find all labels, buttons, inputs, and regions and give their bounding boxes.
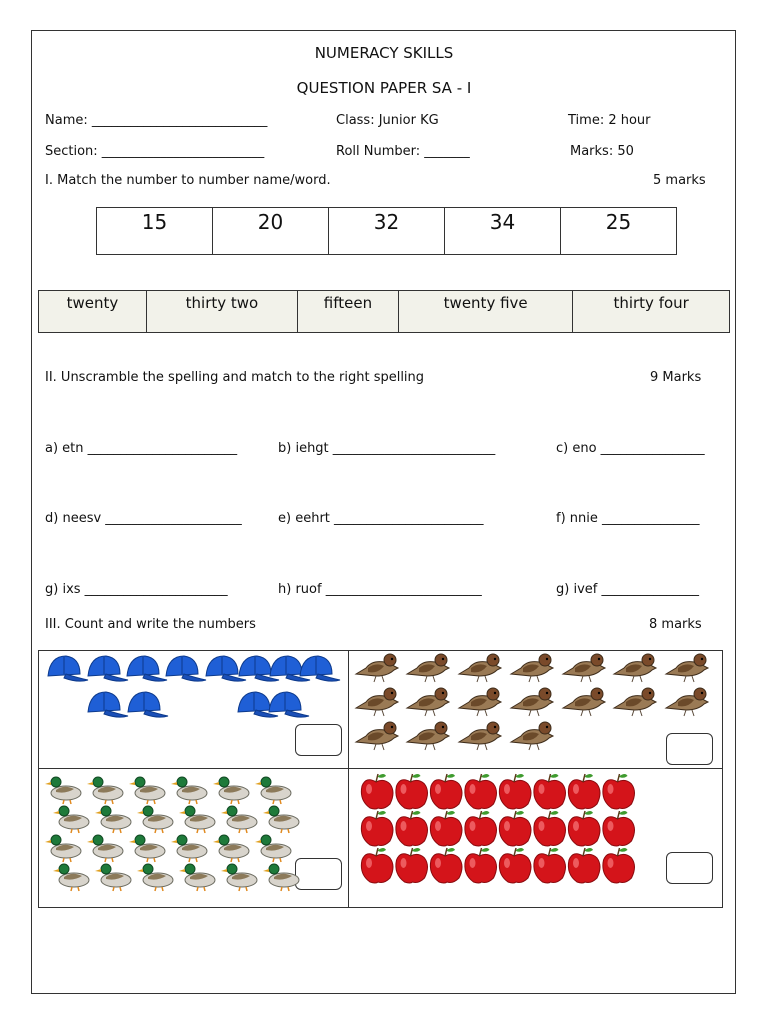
cap-icon <box>300 656 340 681</box>
apple-icon <box>568 811 600 846</box>
apple-icon <box>430 774 462 809</box>
sparrow-icon <box>356 654 398 682</box>
duck-icon <box>137 806 173 833</box>
page-title: NUMERACY SKILLS <box>314 44 454 62</box>
duck-icon <box>53 864 89 891</box>
apple-icon <box>534 811 566 846</box>
unscramble-item: f) nnie _______________ <box>556 511 700 526</box>
duck-icon <box>213 835 249 862</box>
sparrow-icon <box>407 654 449 682</box>
apple-icon <box>603 774 635 809</box>
word-cell: thirty two <box>146 291 297 333</box>
roll-number-field: Roll Number: _______ <box>336 144 470 159</box>
unscramble-item: g) ivef _______________ <box>556 582 699 597</box>
duck-icon <box>129 835 165 862</box>
duck-icon <box>255 777 291 804</box>
sparrow-icon <box>511 654 553 682</box>
apple-icon <box>361 811 393 846</box>
duck-icon <box>137 864 173 891</box>
apple-icon <box>499 774 531 809</box>
duck-icon <box>87 835 123 862</box>
sparrow-icon <box>614 654 656 682</box>
duck-icon <box>255 835 291 862</box>
duck-icon <box>213 777 249 804</box>
q2-marks: 9 Marks <box>650 370 702 385</box>
duck-icon <box>179 806 215 833</box>
cap-icon <box>88 692 128 717</box>
cap-icon <box>88 656 128 681</box>
cap-icon <box>269 692 309 717</box>
unscramble-item: d) neesv _____________________ <box>45 511 242 526</box>
duck-icon <box>179 864 215 891</box>
cap-icon <box>128 692 168 717</box>
q3-marks: 8 marks <box>649 617 702 632</box>
sparrow-icon <box>459 654 501 682</box>
apple-icon <box>361 848 393 883</box>
duck-icon <box>45 777 81 804</box>
duck-icon <box>95 864 131 891</box>
duck-icon <box>221 806 257 833</box>
duck-icon <box>45 835 81 862</box>
sparrow-icon <box>356 722 398 750</box>
duck-icon <box>87 777 123 804</box>
duck-icon <box>221 864 257 891</box>
q2-instruction: II. Unscramble the spelling and match to the right spelling <box>45 370 425 385</box>
sparrow-icon <box>407 722 449 750</box>
apple-icon <box>603 811 635 846</box>
apple-icon <box>465 811 497 846</box>
q1-instruction: I. Match the number to number name/word. <box>45 173 331 188</box>
name-field: Name: ___________________________ <box>45 113 268 128</box>
unscramble-item: g) ixs ______________________ <box>45 582 228 597</box>
sparrow-icon <box>666 654 708 682</box>
apple-icon <box>499 848 531 883</box>
sparrow-icon <box>459 722 501 750</box>
word-cell: twenty <box>39 291 147 333</box>
sparrow-icon <box>666 688 708 716</box>
unscramble-item: e) eehrt _______________________ <box>278 511 484 526</box>
sparrow-icon <box>511 688 553 716</box>
marks-label: Marks: 50 <box>570 144 634 159</box>
duck-icon <box>129 777 165 804</box>
apple-icon <box>396 811 428 846</box>
apple-icon <box>534 774 566 809</box>
page-subtitle: QUESTION PAPER SA - I <box>296 79 472 97</box>
apple-icon <box>396 774 428 809</box>
section-field: Section: _________________________ <box>45 144 265 159</box>
sparrow-icon <box>614 688 656 716</box>
apple-icon <box>465 848 497 883</box>
apple-icon <box>430 811 462 846</box>
duck-icon <box>171 835 207 862</box>
unscramble-item: c) eno ________________ <box>556 441 705 456</box>
cap-icon <box>127 656 167 681</box>
q3-instruction: III. Count and write the numbers <box>45 617 256 632</box>
apple-icon <box>603 848 635 883</box>
word-cell: fifteen <box>297 291 398 333</box>
cap-icon <box>166 656 206 681</box>
sparrow-icon <box>356 688 398 716</box>
sparrow-icon <box>459 688 501 716</box>
apple-icon <box>534 848 566 883</box>
sparrow-icon <box>511 722 553 750</box>
class-label: Class: Junior KG <box>336 113 439 128</box>
duck-icon <box>171 777 207 804</box>
duck-icon <box>263 864 299 891</box>
apple-icon <box>568 774 600 809</box>
sparrow-icon <box>563 654 605 682</box>
apple-icon <box>361 774 393 809</box>
duck-icon <box>95 806 131 833</box>
sparrow-icon <box>407 688 449 716</box>
unscramble-item: b) iehgt _________________________ <box>278 441 496 456</box>
word-cell: thirty four <box>573 291 730 333</box>
q1-marks: 5 marks <box>653 173 706 188</box>
apple-icon <box>568 848 600 883</box>
sparrow-icon <box>563 688 605 716</box>
number-cell: 32 <box>329 208 445 255</box>
number-cell: 20 <box>213 208 329 255</box>
apple-icon <box>430 848 462 883</box>
cap-icon <box>48 656 88 681</box>
number-cell: 15 <box>97 208 213 255</box>
apple-icon <box>396 848 428 883</box>
duck-icon <box>263 806 299 833</box>
word-cell: twenty five <box>399 291 573 333</box>
time-label: Time: 2 hour <box>568 113 651 128</box>
apple-icon <box>465 774 497 809</box>
number-cell: 25 <box>561 208 677 255</box>
unscramble-item: h) ruof ________________________ <box>278 582 482 597</box>
duck-icon <box>53 806 89 833</box>
number-cell: 34 <box>445 208 561 255</box>
apple-icon <box>499 811 531 846</box>
unscramble-item: a) etn _______________________ <box>45 441 238 456</box>
